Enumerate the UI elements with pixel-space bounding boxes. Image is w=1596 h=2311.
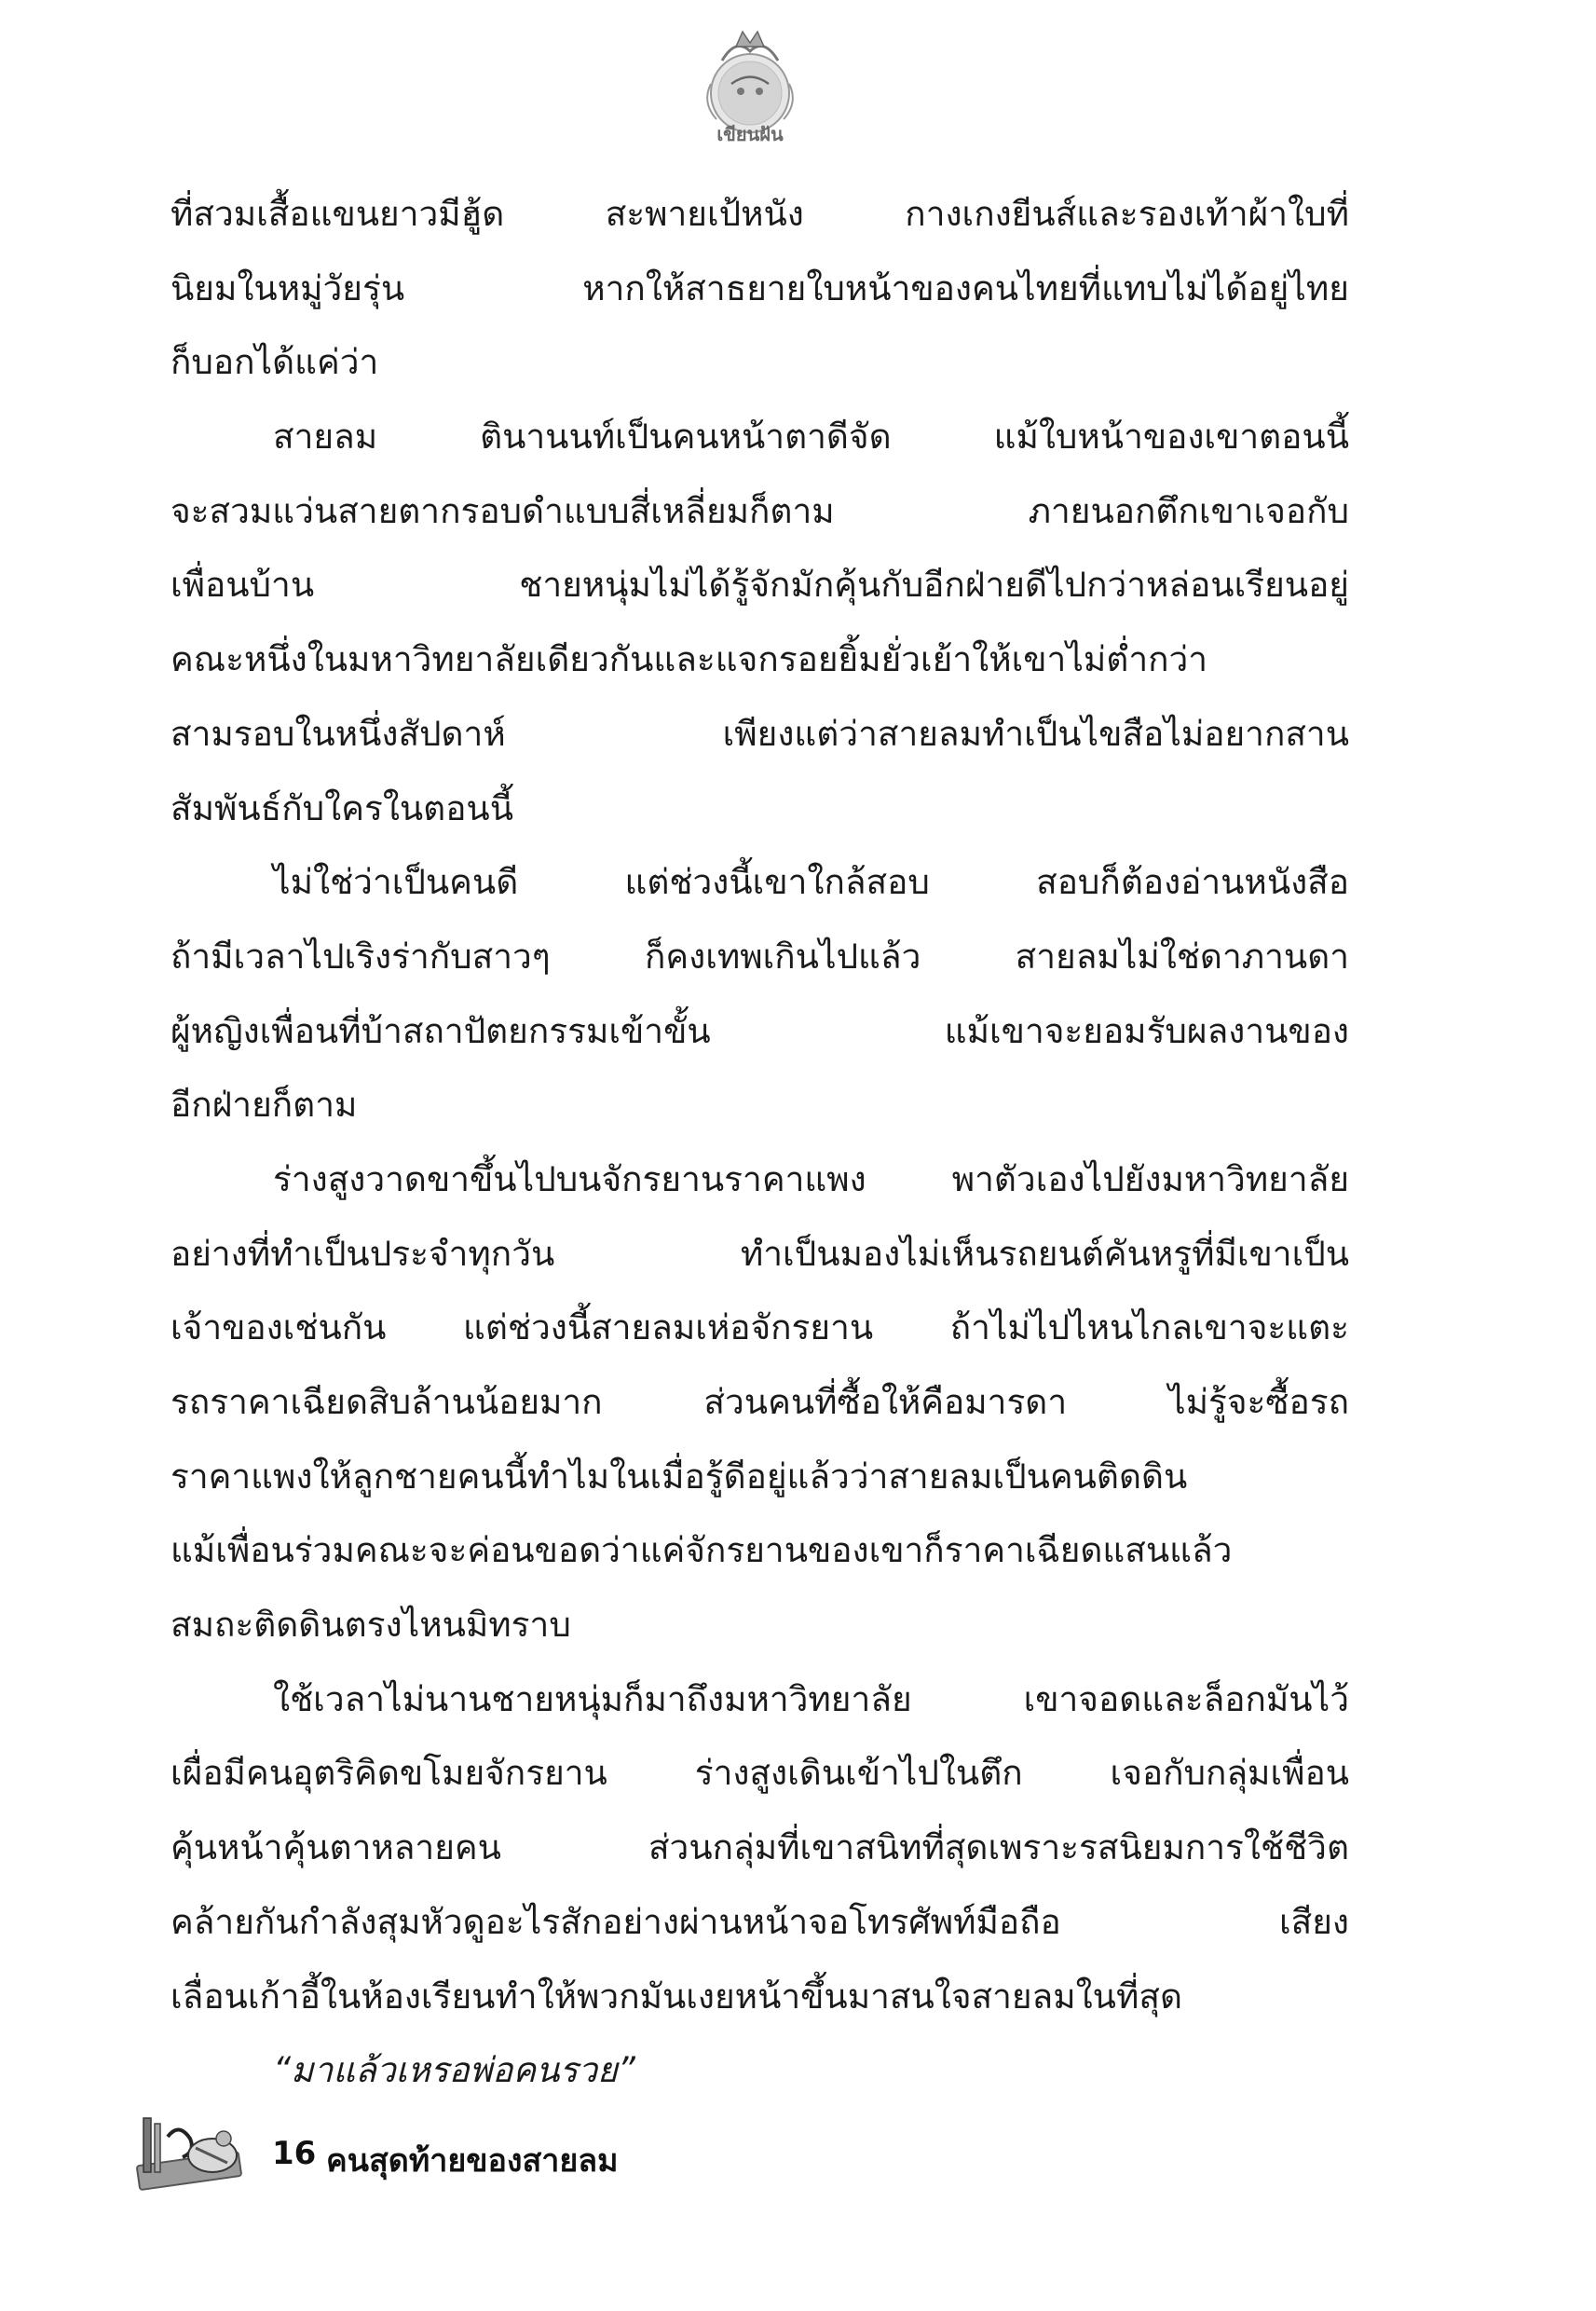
text-line: คณะหนึ่งในมหาวิทยาลัยเดียวกันและแจกรอยยิ้มยั่วเย้าให้เขาไม่ต่ำกว่า bbox=[171, 639, 1208, 680]
emblem-text: เขียนฝัน bbox=[716, 123, 784, 145]
text-line: อีกฝ่ายก็ตาม bbox=[171, 1085, 358, 1126]
text-line: จะสวมแว่นสายตากรอบดำแบบสี่เหลี่ยมก็ตาม ภายนอกตึกเขาเจอกับ bbox=[171, 490, 1349, 531]
text-line: ราคาแพงให้ลูกชายคนนี้ทำไมในเมื่อรู้ดีอยู่แล้วว่าสายลมเป็นคนติดดิน bbox=[171, 1456, 1188, 1497]
text-line: คุ้นหน้าคุ้นตาหลายคน ส่วนกลุ่มที่เขาสนิทที่สุดเพราะรสนิยมการใช้ชีวิต bbox=[171, 1827, 1349, 1868]
text-line: นิยมในหมู่วัยรุ่น หากให้สาธยายใบหน้าของคนไทยที่แทบไม่ได้อยู่ไทย bbox=[171, 267, 1349, 308]
text-line: ไม่ใช่ว่าเป็นคนดี แต่ช่วงนี้เขาใกล้สอบ สอบก็ต้องอ่านหนังสือ bbox=[273, 862, 1349, 903]
page-footer bbox=[130, 2111, 783, 2195]
text-line: คล้ายกันกำลังสุมหัวดูอะไรสักอย่างผ่านหน้าจอโทรศัพท์มือถือ เสียง bbox=[171, 1901, 1349, 1942]
text-line: ผู้หญิงเพื่อนที่บ้าสถาปัตยกรรมเข้าขั้น แม้เขาจะยอมรับผลงานของ bbox=[171, 1010, 1349, 1051]
text-line: เลื่อนเก้าอี้ในห้องเรียนทำให้พวกมันเงยหน้าขึ้นมาสนใจสายลมในที่สุด bbox=[171, 1976, 1182, 2017]
page-number: 16 bbox=[272, 2135, 317, 2172]
body-text bbox=[171, 177, 1349, 2108]
publisher-emblem bbox=[685, 19, 815, 149]
text-line: ร่างสูงวาดขาขึ้นไปบนจักรยานราคาแพง พาตัวเองไปยังมหาวิทยาลัย bbox=[273, 1158, 1349, 1199]
text-line: ใช้เวลาไม่นานชายหนุ่มก็มาถึงมหาวิทยาลัย เขาจอดและล็อกมันไว้ bbox=[273, 1678, 1349, 1719]
text-line: สัมพันธ์กับใครในตอนนี้ bbox=[171, 787, 514, 828]
text-line: “มาแล้วเหรอพ่อคนรวย” bbox=[273, 2050, 635, 2091]
text-line: แม้เพื่อนร่วมคณะจะค่อนขอดว่าแค่จักรยานของเขาก็ราคาเฉียดแสนแล้ว bbox=[171, 1530, 1233, 1571]
text-line: สายลม ตินานนท์เป็นคนหน้าตาดีจัด แม้ใบหน้าของเขาตอนนี้ bbox=[273, 417, 1349, 458]
text-line: อย่างที่ทำเป็นประจำทุกวัน ทำเป็นมองไม่เห็นรถยนต์คันหรูที่มีเขาเป็น bbox=[171, 1233, 1349, 1274]
text-line: เจ้าของเช่นกัน แต่ช่วงนี้สายลมเห่อจักรยาน ถ้าไม่ไปไหนไกลเขาจะแตะ bbox=[171, 1307, 1349, 1348]
text-line: ที่สวมเสื้อแขนยาวมีฮู้ด สะพายเป้หนัง กางเกงยีนส์และรองเท้าผ้าใบที่ bbox=[171, 194, 1349, 234]
text-line: รถราคาเฉียดสิบล้านน้อยมาก ส่วนคนที่ซื้อให้คือมารดา ไม่รู้จะซื้อรถ bbox=[171, 1382, 1349, 1422]
text-line: เผื่อมีคนอุตริคิดขโมยจักรยาน ร่างสูงเดินเข้าไปในตึก เจอกับกลุ่มเพื่อน bbox=[171, 1753, 1349, 1794]
text-line: สามรอบในหนึ่งสัปดาห์ เพียงแต่ว่าสายลมทำเป็นไขสือไม่อยากสาน bbox=[171, 713, 1349, 754]
footer-stationery-icon bbox=[130, 2111, 252, 2195]
text-line: สมถะติดดินตรงไหนมิทราบ bbox=[171, 1605, 571, 1646]
text-line: ก็บอกได้แค่ว่า bbox=[171, 342, 379, 383]
text-line: ถ้ามีเวลาไปเริงร่ากับสาวๆ ก็คงเทพเกินไปแล้ว สายลมไม่ใช่ดาภานดา bbox=[171, 936, 1349, 977]
book-title: คนสุดท้ายของสายลม bbox=[326, 2142, 619, 2180]
text-line: เพื่อนบ้าน ชายหนุ่มไม่ได้รู้จักมักคุ้นกับอีกฝ่ายดีไปกว่าหล่อนเรียนอยู่ bbox=[171, 565, 1349, 606]
